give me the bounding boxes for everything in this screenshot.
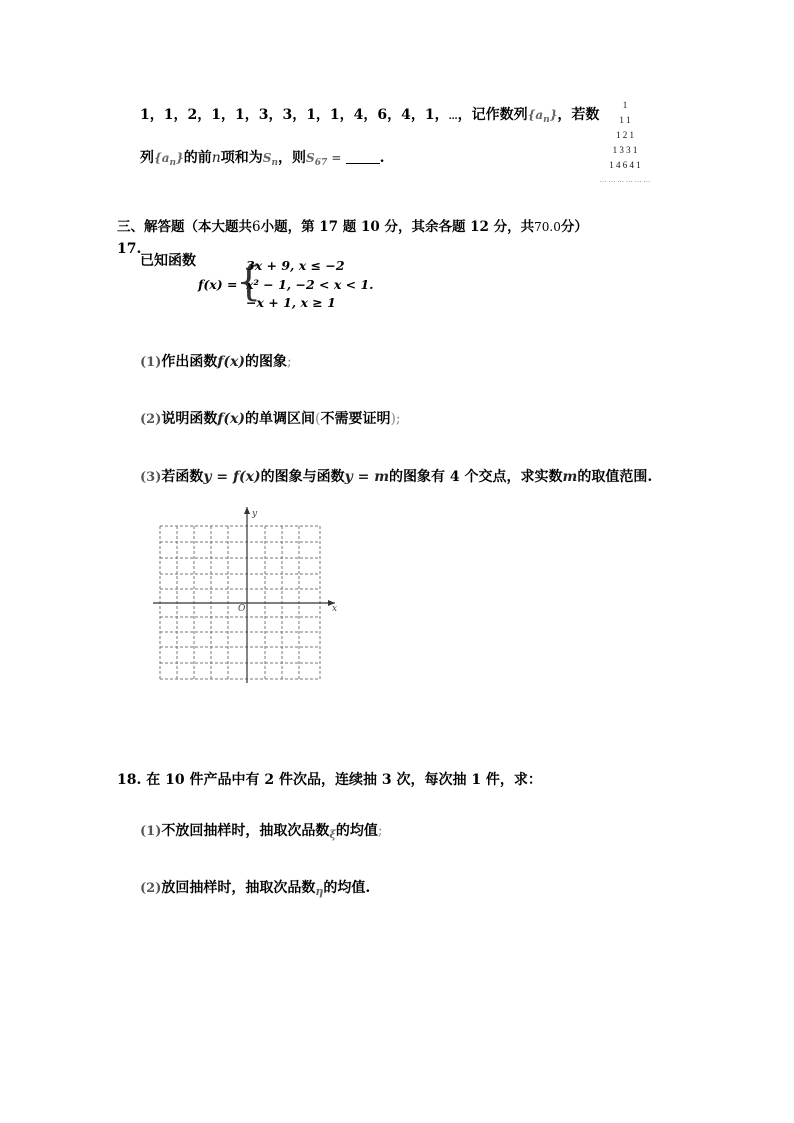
x-label: x — [332, 604, 338, 614]
var-n: n — [211, 150, 221, 166]
answer-blank — [346, 151, 380, 164]
q18-stem — [117, 771, 542, 789]
q16-text: ，若数 — [557, 107, 600, 123]
q16-sequence-text: 1，1，2，1，1，3，3，1，1，4，6，4，1， — [140, 107, 449, 123]
var-S67: $S_{67}$ = — [306, 151, 346, 168]
q16-line2 — [140, 149, 385, 172]
q18-text: 在 10 件产品中有 2 件次品，连续抽 3 次，每次抽 1 件，求： — [146, 772, 542, 788]
piece-1: 3x + 9, x ≤ −2 — [246, 258, 345, 273]
q17-number: 17. — [117, 241, 142, 257]
q16-text: . — [379, 150, 385, 166]
coordinate-grid — [150, 505, 345, 685]
piece-3: −x + 1, x ≥ 1 — [246, 295, 336, 310]
q18-number: 18. — [117, 772, 142, 788]
q18-part2: (2)放回抽样时，抽取次品数$_\eta$的均值. — [140, 880, 371, 898]
q16-line1 — [140, 106, 599, 129]
q16-text: 项和为 — [220, 150, 263, 166]
q16-text: ，则 — [278, 150, 307, 166]
origin-label: O — [238, 604, 246, 614]
q16-text: ，记作数列 — [457, 107, 528, 123]
triangle-row: … … … … … … — [599, 176, 651, 184]
triangle-row: 1 1 — [619, 115, 631, 125]
piece-2: x² − 1, −2 < x < 1. — [246, 277, 374, 292]
triangle-row: 1 4 6 4 1 — [609, 160, 641, 170]
y-axis-arrow — [244, 507, 250, 514]
var-Sn: $S_n$ — [262, 151, 279, 168]
q17-part2: (2)说明函数f(x)的单调区间(不需要证明); — [140, 411, 401, 427]
q17-intro: 已知函数 — [140, 253, 196, 269]
q16-text: 的前 — [183, 150, 212, 166]
piecewise-function — [198, 257, 398, 313]
q17-part1: (1)作出函数f(x)的图象; — [140, 354, 292, 370]
pascal-triangle — [565, 98, 685, 188]
q18-part1: (1)不放回抽样时，抽取次品数$_\xi$的均值; — [140, 823, 383, 841]
section-header: 三、解答题（本大题共6小题，第 17 题 10 分，其余各题 12 分，共70.0分） — [117, 219, 588, 235]
ellipsis: … — [448, 112, 458, 122]
y-label: y — [252, 509, 258, 519]
triangle-row: 1 2 1 — [616, 130, 634, 140]
axes — [153, 507, 338, 683]
q17-part3: (3)若函数y = f(x)的图象与函数y = m的图象有 4 个交点，求实数m的取值范围. — [140, 469, 653, 485]
triangle-row: 1 3 3 1 — [612, 145, 638, 155]
triangle-row: 1 — [622, 100, 628, 110]
brace: { — [236, 259, 262, 305]
seq-an: $\{a_n\}$ — [154, 151, 184, 168]
seq-an: $\{a_n\}$ — [527, 108, 558, 125]
q16-text: 列 — [140, 150, 154, 166]
fx-label: f(x) = — [198, 277, 238, 292]
